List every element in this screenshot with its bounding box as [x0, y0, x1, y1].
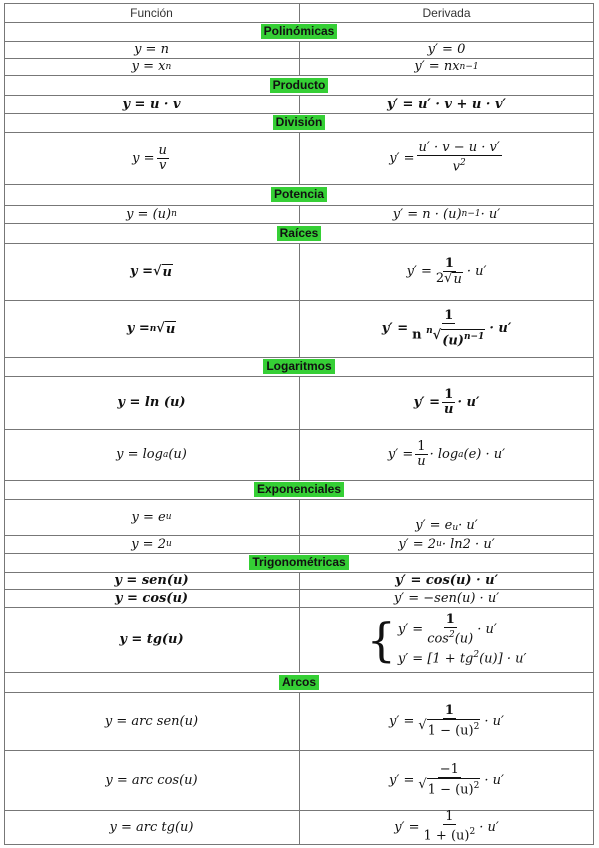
func-raiz-n-prefix: y = [126, 321, 150, 336]
func-division-prefix: y = [132, 150, 155, 166]
deriv-log-a-sub: a [458, 449, 464, 460]
deriv-ln-fraction [442, 388, 455, 417]
deriv-arc-sen-den [416, 719, 482, 738]
deriv-division-prefix: y′ = [389, 150, 415, 166]
func-exp-2-base: y = 2 [131, 536, 166, 552]
deriv-raiz-n-num: 1 [444, 308, 454, 324]
deriv-tg-line-1-den-post: (u) [454, 631, 474, 646]
deriv-exp-e-post: · u′ [458, 518, 478, 533]
func-log-a [4, 429, 299, 480]
radical-sign-icon: √ [156, 320, 165, 336]
section-arcos [4, 672, 594, 692]
deriv-tg-line-1-den [425, 628, 475, 646]
deriv-arc-tg-fraction [422, 810, 478, 843]
func-raiz-cuadrada [4, 243, 299, 300]
deriv-log-a-den: u [417, 454, 426, 469]
func-division-den: v [159, 157, 167, 173]
deriv-raiz-n-den-rad-base: (u) [442, 332, 464, 348]
section-logaritmos [4, 357, 594, 376]
radical-sign-icon: √ [418, 717, 427, 733]
deriv-arc-sen-fraction [416, 704, 482, 738]
deriv-exp-2-exp: u [436, 539, 442, 549]
section-trigonometricas [4, 553, 594, 572]
deriv-ln [299, 376, 594, 429]
deriv-arc-cos-den-rad-base: 1 − (u) [427, 782, 474, 798]
header-funcion: Función [130, 5, 173, 20]
deriv-ln-num: 1 [444, 387, 454, 402]
deriv-exp-e [299, 499, 594, 535]
func-exp-2 [4, 535, 299, 553]
deriv-raiz-n-fraction [410, 309, 487, 348]
deriv-raiz-n-den-sqrt [433, 329, 486, 348]
deriv-arc-cos-prefix: y′ = [389, 772, 415, 788]
func-raiz-cuadrada-rad: u [162, 264, 172, 280]
radical-sign-icon: √ [444, 270, 453, 286]
deriv-tg-line-2 [398, 650, 527, 666]
deriv-division [299, 132, 594, 184]
func-raiz-n-index: n [149, 323, 157, 334]
func-raiz-cuadrada-prefix: y = [130, 264, 153, 279]
deriv-raiz-n-prefix: y′ = [381, 321, 409, 336]
deriv-arc-sen-post: · u′ [484, 713, 504, 729]
func-division [4, 132, 299, 184]
deriv-arc-tg [299, 810, 594, 844]
deriv-log-a [299, 429, 594, 480]
func-arc-cos: y = arc cos(u) [105, 772, 198, 788]
deriv-raiz-n-den-index: n [426, 326, 433, 337]
func-raiz-n [4, 300, 299, 357]
section-polinomicas [4, 22, 594, 41]
deriv-ln-den: u [444, 402, 454, 417]
section-producto [4, 75, 594, 95]
deriv-raiz-cuadrada-num: 1 [444, 255, 454, 271]
deriv-division-den-exp: 2 [459, 158, 466, 169]
section-raices-label: Raíces [277, 226, 322, 241]
func-exp-e [4, 499, 299, 535]
section-division [4, 113, 594, 132]
func-raiz-n-sqrt [156, 321, 176, 337]
deriv-tg-line-1 [398, 613, 527, 646]
deriv-arc-tg-den-exp: 2 [469, 827, 476, 838]
deriv-ln-post: · u′ [457, 395, 480, 410]
func-arc-tg: y = arc tg(u) [109, 819, 194, 835]
deriv-tg-system [367, 613, 527, 667]
deriv-arc-sen-num: 1 [444, 702, 454, 718]
deriv-division-fraction [417, 141, 502, 174]
deriv-division-den [451, 156, 468, 174]
deriv-log-a-fraction [415, 440, 427, 469]
deriv-log-a-mid: · log [429, 447, 459, 462]
deriv-exp-2-post: · ln2 · u′ [441, 536, 495, 552]
func-constante: y = n [134, 42, 169, 57]
func-division-num: u [158, 142, 167, 158]
deriv-raiz-cuadrada [299, 243, 594, 300]
deriv-tg-line-2-exp: 2 [473, 650, 480, 660]
deriv-potencia-base: y′ = n · (u) [392, 206, 462, 222]
deriv-constante: y′ = 0 [427, 42, 466, 57]
section-raices [4, 223, 594, 243]
deriv-potencia-x [299, 58, 594, 75]
func-arc-sen: y = arc sen(u) [104, 713, 199, 729]
func-exp-2-exp: u [165, 539, 172, 549]
func-tg: y = tg(u) [119, 632, 184, 647]
deriv-tg [299, 607, 594, 672]
deriv-exp-2 [299, 535, 594, 553]
deriv-raiz-n-post: · u′ [489, 321, 512, 336]
func-ln: y = ln (u) [117, 395, 186, 410]
deriv-tg-line-1-fraction [425, 613, 475, 646]
deriv-arc-cos-den [416, 778, 482, 797]
deriv-tg-line-1-den-exp: 2 [448, 629, 455, 640]
func-potencia-x [4, 58, 299, 75]
deriv-arc-sen-den-exp: 2 [473, 721, 480, 732]
deriv-arc-cos-den-rad [427, 778, 481, 797]
left-brace-icon: { [366, 612, 396, 667]
deriv-arc-tg-den [422, 825, 478, 843]
deriv-arc-sen [299, 692, 594, 750]
deriv-raiz-n-den-rad [441, 329, 485, 348]
deriv-arc-tg-prefix: y′ = [394, 819, 420, 835]
section-producto-label: Producto [270, 78, 329, 93]
deriv-arc-tg-num: 1 [445, 809, 454, 825]
deriv-tg-line-1-den-pre: cos [427, 631, 449, 646]
header-derivada: Derivada [422, 5, 471, 20]
deriv-cos: y′ = −sen(u) · u′ [393, 590, 500, 606]
func-log-a-pre: y = log [116, 447, 163, 462]
deriv-potencia-exp: n−1 [461, 209, 481, 219]
func-potencia-base: y = (u) [126, 206, 172, 222]
section-trigonometricas-label: Trigonométricas [249, 555, 348, 570]
func-exp-e-exp: u [165, 512, 172, 522]
func-producto: y = u · v [122, 96, 181, 112]
section-arcos-label: Arcos [279, 675, 319, 690]
func-potencia [4, 205, 299, 223]
radical-sign-icon: √ [152, 263, 162, 279]
deriv-exp-e-exp: u [452, 523, 459, 533]
deriv-raiz-cuadrada-fraction [434, 257, 465, 287]
func-potencia-exp: n [171, 209, 177, 219]
deriv-tg-lines [398, 613, 527, 667]
deriv-raiz-cuadrada-den-sqrt [444, 272, 463, 287]
func-log-a-sub: a [162, 449, 169, 460]
func-exp-e-base: y = e [131, 509, 166, 525]
func-raiz-cuadrada-sqrt [153, 264, 173, 280]
deriv-log-a-post: (e) · u′ [463, 447, 506, 462]
deriv-arc-cos [299, 750, 594, 810]
deriv-arc-cos-den-exp: 2 [473, 780, 480, 791]
radical-sign-icon: √ [418, 776, 427, 792]
deriv-division-den-base: v [452, 159, 460, 175]
func-cos: y = cos(u) [114, 590, 189, 606]
deriv-raiz-n-den-pre: n [412, 327, 427, 343]
section-exponenciales-label: Exponenciales [254, 482, 344, 497]
section-division-label: División [273, 115, 326, 130]
deriv-sen: y′ = cos(u) · u′ [394, 573, 499, 588]
deriv-potencia [299, 205, 594, 223]
deriv-arc-cos-num: −1 [439, 761, 459, 777]
deriv-arc-tg-den-pre: 1 + (u) [423, 828, 470, 844]
deriv-ln-prefix: y′ = [413, 395, 440, 410]
func-potencia-x-base: y = x [131, 59, 166, 74]
section-potencia-label: Potencia [271, 187, 327, 202]
deriv-tg-line-1-num: 1 [445, 611, 455, 627]
deriv-raiz-n [299, 300, 594, 357]
deriv-raiz-cuadrada-post: · u′ [466, 264, 487, 279]
section-polinomicas-label: Polinómicas [261, 24, 338, 39]
deriv-tg-line-1-post: · u′ [477, 621, 497, 637]
radical-sign-icon: √ [432, 327, 442, 343]
deriv-arc-sen-prefix: y′ = [389, 713, 415, 729]
deriv-arc-cos-post: · u′ [484, 772, 504, 788]
deriv-raiz-cuadrada-den-rad: u [453, 271, 462, 287]
deriv-arc-sen-den-rad-base: 1 − (u) [427, 723, 474, 739]
deriv-arc-sen-den-sqrt [418, 719, 480, 738]
section-potencia [4, 184, 594, 205]
func-raiz-n-rad: u [165, 321, 176, 337]
deriv-tg-line-2-pre: y′ = [1 + tg [397, 651, 474, 667]
deriv-potencia-x-base: y′ = nx [414, 59, 460, 74]
deriv-arc-cos-den-sqrt [418, 778, 480, 797]
deriv-log-a-prefix: y′ = [387, 447, 414, 462]
section-logaritmos-label: Logaritmos [263, 359, 334, 374]
deriv-tg-line-1-prefix: y′ = [397, 621, 424, 637]
deriv-exp-e-pre: y′ = e [415, 518, 453, 533]
deriv-raiz-n-den [410, 324, 487, 348]
deriv-raiz-cuadrada-den [434, 272, 465, 287]
func-log-a-post: (u) [168, 447, 187, 462]
deriv-arc-tg-post: · u′ [479, 819, 499, 835]
deriv-tg-line-2-post: (u)] · u′ [479, 651, 527, 667]
func-division-fraction [157, 144, 169, 173]
deriv-raiz-cuadrada-prefix: y′ = [406, 264, 432, 279]
deriv-raiz-cuadrada-den-pre: 2 [435, 270, 445, 286]
func-sen: y = sen(u) [114, 573, 189, 588]
deriv-log-a-num: 1 [417, 439, 426, 454]
func-potencia-x-exp: n [165, 61, 172, 72]
derivatives-table [4, 3, 594, 844]
deriv-arc-sen-den-rad [427, 719, 481, 738]
deriv-producto: y′ = u′ · v + u · v′ [387, 96, 506, 112]
deriv-potencia-x-exp: n−1 [459, 61, 479, 72]
deriv-exp-2-pre: y′ = 2 [398, 536, 437, 552]
deriv-potencia-post: · u′ [480, 206, 501, 222]
deriv-raiz-n-den-exp: n−1 [463, 331, 485, 342]
deriv-arc-cos-fraction [416, 763, 482, 797]
section-exponenciales [4, 480, 594, 499]
deriv-division-num: u′ · v − u · v′ [418, 140, 500, 156]
